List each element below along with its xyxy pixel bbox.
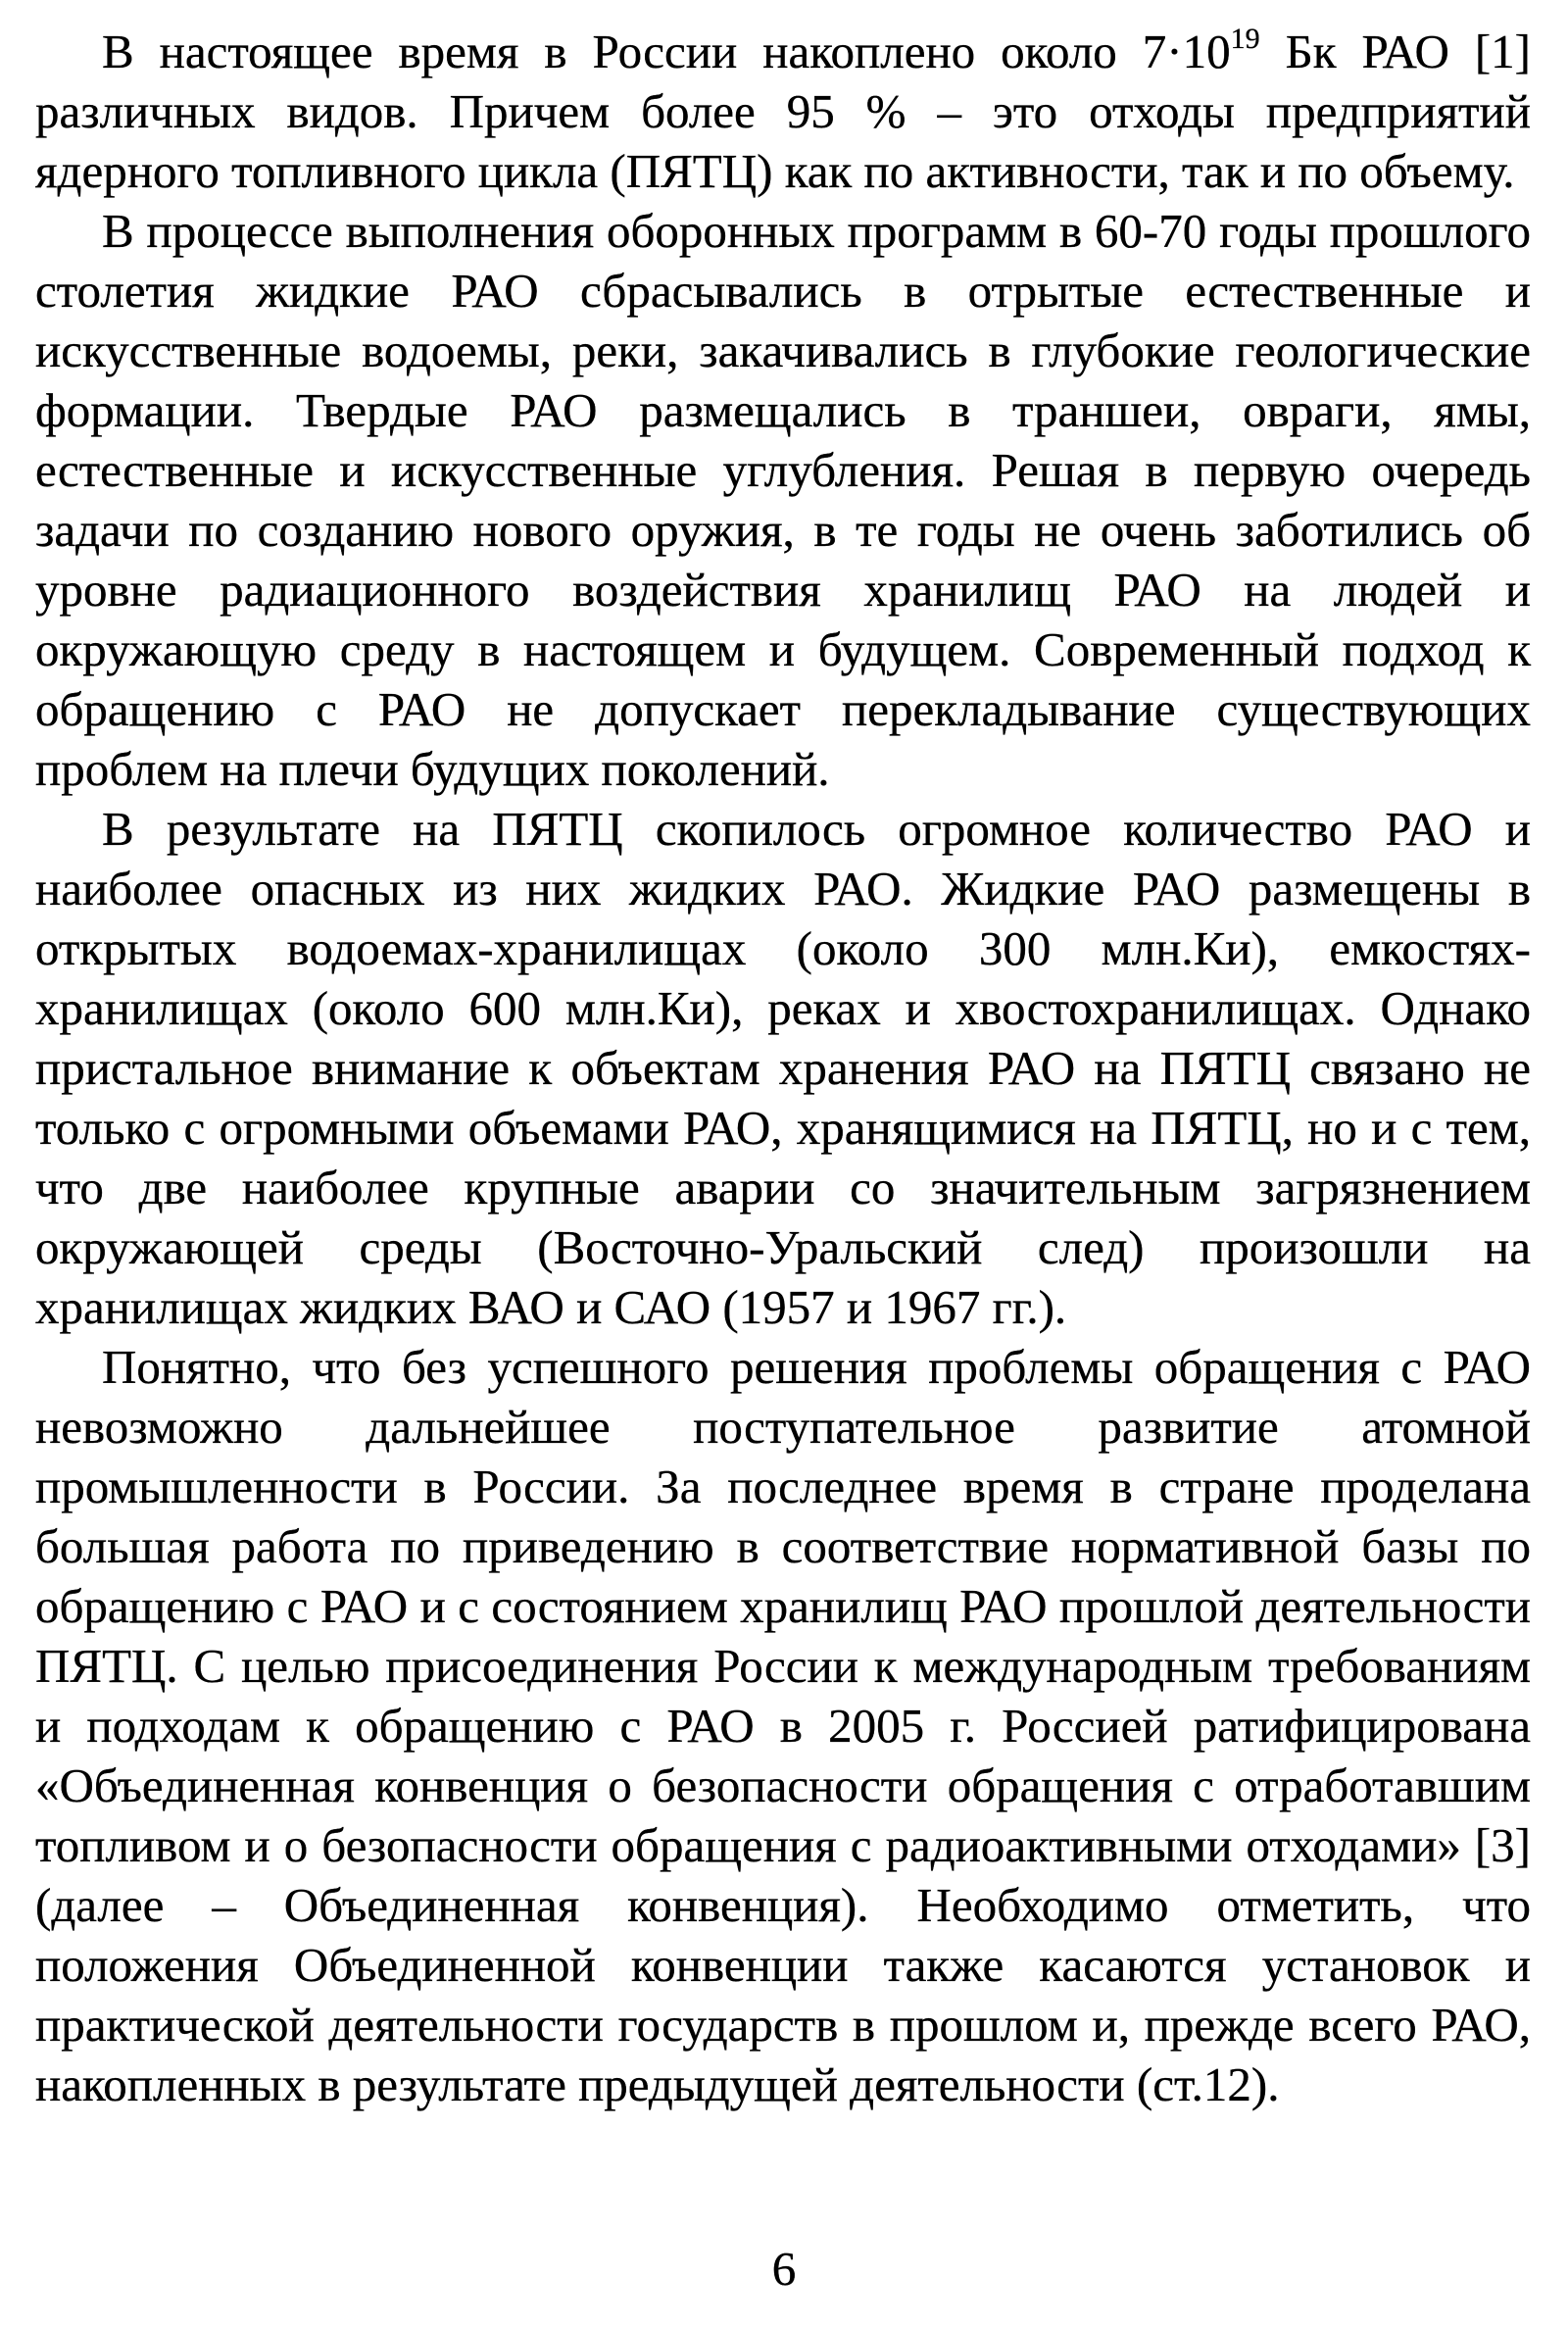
paragraph-4: Понятно, что без успешного решения проблемы обращения с РАО невозможно дальнейшее поступательное развитие атомной промышленности в России. За последнее время в стране проделана большая работа по приведению в соответствие нормативной базы по обращению с РАО и с состоянием хранилищ РАО прошлой деятельности ПЯТЦ. С целью присоединения России к международным требованиям и подходам к обращению с РАО в 2005 г. Россией ратифицирована «Объединенная конвенция о безопасности обращения с отработавшим топливом и о безопасности обращения с радиоактивными отходами» [3] (далее – Объединенная конвенция). Необходимо отметить, что положения Объединенной конвенции также касаются установок и практической деятельности государств в прошлом и, прежде всего РАО, накопленных в результате предыдущей деятельности (ст.12). [35,1340,1531,2111]
paragraph-1 [35,22,1531,201]
paragraph-1-text-start: В настоящее время в России накоплено около 7·10 [102,25,1231,78]
document-page [35,22,1531,2114]
page-number: 6 [771,2242,797,2296]
exponent-superscript: 19 [1230,23,1260,55]
paragraph-3: В результате на ПЯТЦ скопилось огромное количество РАО и наиболее опасных из них жидких РАО. Жидкие РАО размещены в открытых водоемах-хранилищах (около 300 млн.Ки), емкостях-хранилищах (около 600 млн.Ки), реках и хвостохранилищах. Однако пристальное внимание к объектам хранения РАО на ПЯТЦ связано не только с огромными объемами РАО, хранящимися на ПЯТЦ, но и с тем, что две наиболее крупные аварии со значительным загрязнением окружающей среды (Восточно-Уральский след) произошли на хранилищах жидких ВАО и САО (1957 и 1967 гг.). [35,802,1531,1334]
paragraph-1-text-end: Бк РАО [1] различных видов. Причем более 95 % – это отходы предприятий ядерного топливного цикла (ПЯТЦ) как по активности, так и по объему. [35,25,1531,198]
paragraph-2: В процессе выполнения оборонных программ в 60-70 годы прошлого столетия жидкие РАО сбрасывались в отрытые естественные и искусственные водоемы, реки, закачивались в глубокие геологические формации. Твердые РАО размещались в траншеи, овраги, ямы, естественные и искусственные углубления. Решая в первую очередь задачи по созданию нового оружия, в те годы не очень заботились об уровне радиационного воздействия хранилищ РАО на людей и окружающую среду в настоящем и будущем. Современный подход к обращению с РАО не допускает перекладывание существующих проблем на плечи будущих поколений. [35,204,1531,796]
